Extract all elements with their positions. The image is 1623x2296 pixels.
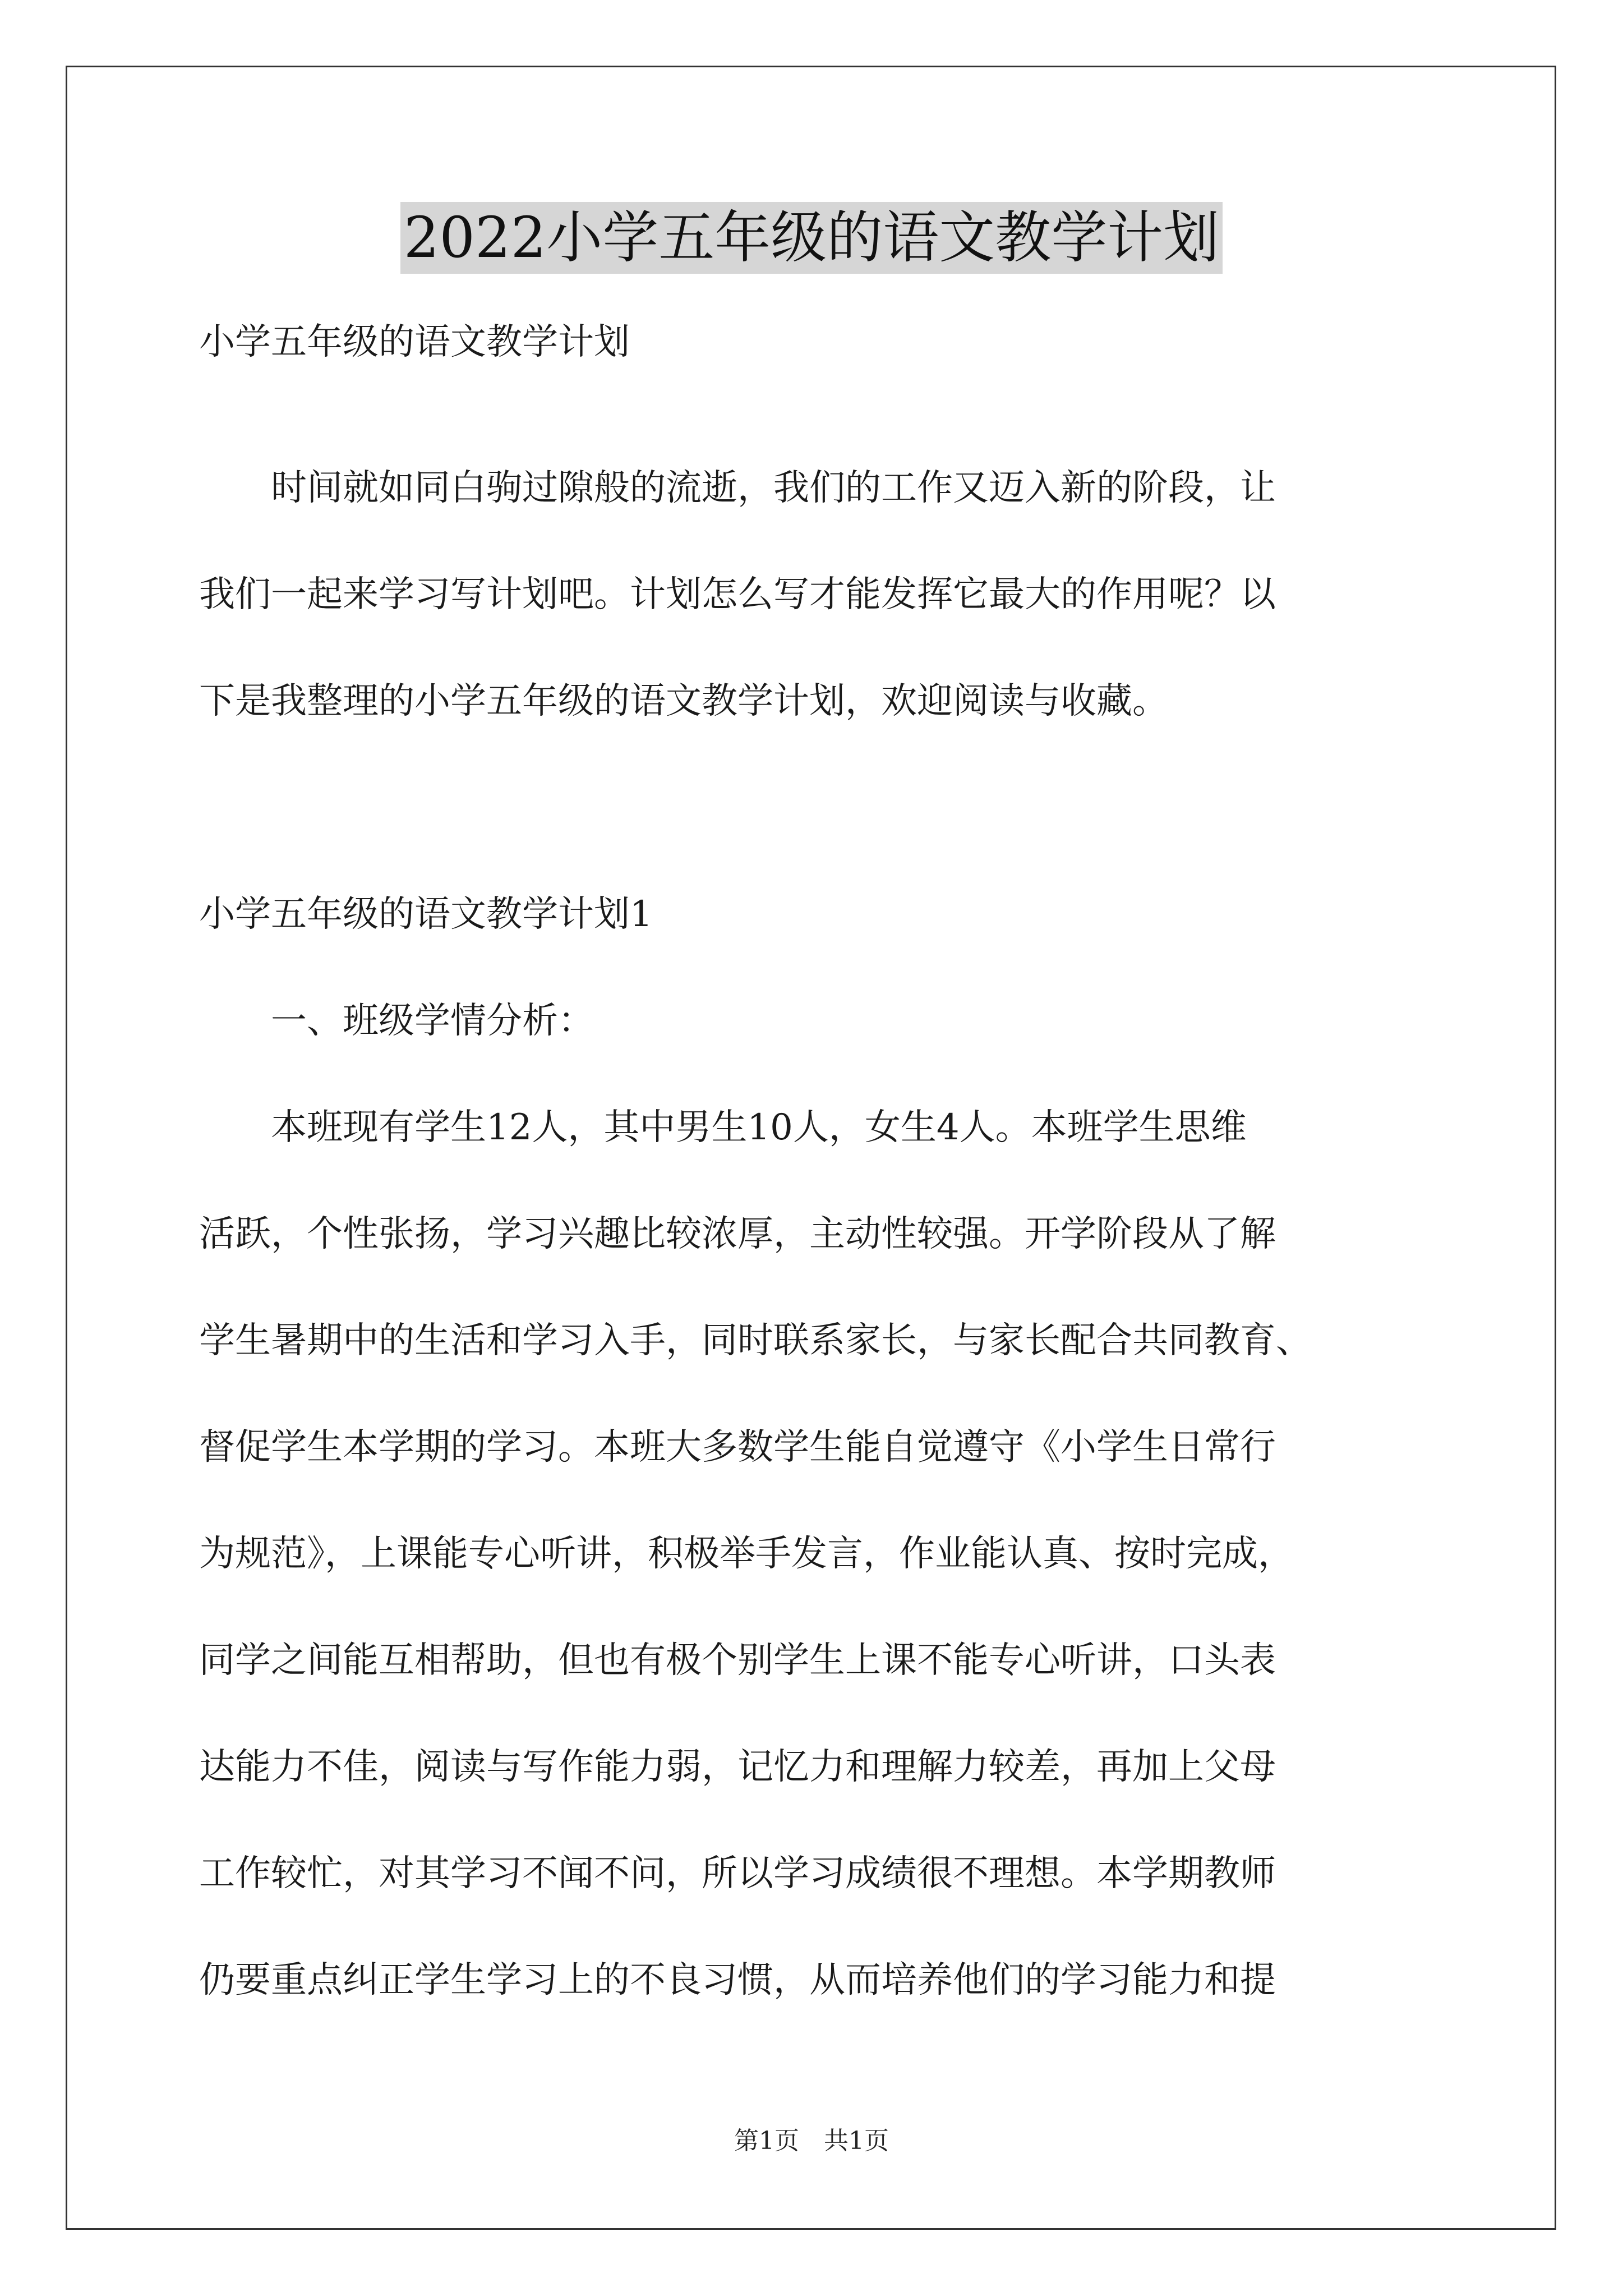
paragraph-line: 时间就如同白驹过隙般的流逝，我们的工作又迈入新的阶段，让	[199, 467, 1276, 509]
paragraph-line: 活跃，个性张扬，学习兴趣比较浓厚，主动性较强。开学阶段从了解	[199, 1213, 1276, 1255]
document-title: 2022小学五年级的语文教学计划	[400, 202, 1223, 274]
subtitle-line: 小学五年级的语文教学计划	[199, 321, 630, 363]
paragraph-line: 达能力不佳，阅读与写作能力弱，记忆力和理解力较差，再加上父母	[199, 1746, 1276, 1788]
paragraph-line: 同学之间能互相帮助，但也有极个别学生上课不能专心听讲，口头表	[199, 1640, 1276, 1681]
paragraph-line: 我们一起来学习写计划吧。计划怎么写才能发挥它最大的作用呢？以	[199, 574, 1276, 615]
paragraph-line: 督促学生本学期的学习。本班大多数学生能自觉遵守《小学生日常行	[199, 1427, 1276, 1468]
subsection-heading: 一、班级学情分析：	[199, 1000, 594, 1042]
paragraph-line: 学生暑期中的生活和学习入手，同时联系家长，与家长配合共同教育、	[199, 1320, 1312, 1361]
paragraph-line: 为规范》，上课能专心听讲，积极举手发言，作业能认真、按时完成，	[199, 1533, 1294, 1575]
title-container	[0, 202, 1623, 274]
paragraph-line: 仍要重点纠正学生学习上的不良习惯，从而培养他们的学习能力和提	[199, 1959, 1276, 2001]
page-footer: 第1页 共1页	[734, 2127, 889, 2155]
paragraph-line: 本班现有学生12人，其中男生10人，女生4人。本班学生思维	[199, 1107, 1247, 1148]
paragraph-line: 下是我整理的小学五年级的语文教学计划，欢迎阅读与收藏。	[199, 680, 1168, 722]
paragraph-line: 工作较忙，对其学习不闻不问，所以学习成绩很不理想。本学期教师	[199, 1853, 1276, 1894]
section-heading: 小学五年级的语文教学计划1	[199, 894, 653, 935]
